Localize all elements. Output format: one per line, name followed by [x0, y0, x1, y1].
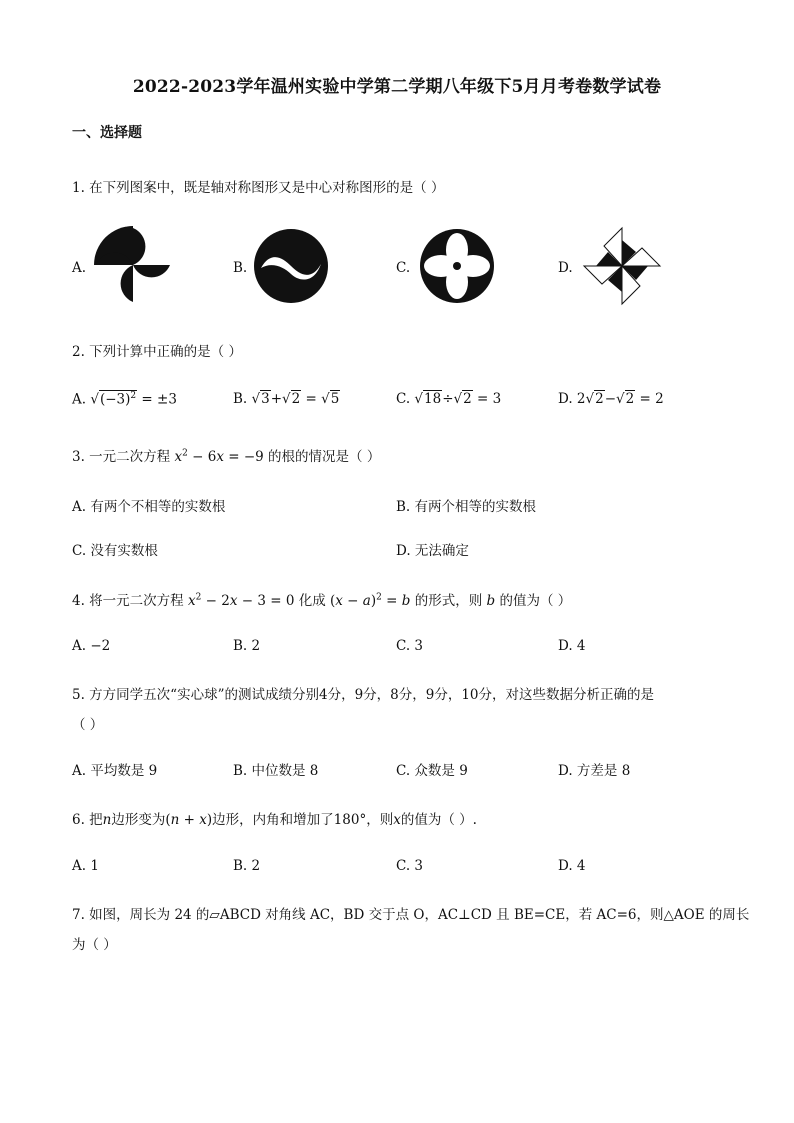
q7-stem-line1: 7. 如图，周长为 24 的▱ABCD 对角线 AC，BD 交于点 O，AC⊥CD 且 BE=CE，若 AC=6，则△AOE 的周长 — [72, 907, 750, 923]
q5-option-c: C. 众数是 9 — [396, 763, 468, 779]
q6-option-b: B. 2 — [233, 858, 261, 874]
triangle-pinwheel-figure — [582, 226, 662, 306]
page-title: 2022-2023学年温州实验中学第二学期八年级下5月月考卷数学试卷 — [132, 77, 662, 97]
q2-label-a: A. — [72, 391, 87, 408]
q3-option-a: A. 有两个不相等的实数根 — [72, 499, 226, 515]
pinwheel-quarter-circles-figure — [94, 226, 172, 304]
q5-stem-line1: 5. 方方同学五次“实心球”的测试成绩分别4分，9分，8分，9分，10分，对这些数据分析正确的是 — [72, 687, 655, 703]
q1-label-a: A. — [72, 260, 87, 276]
q5-option-a: A. 平均数是 9 — [72, 763, 158, 779]
q2-c-result: = 3 — [477, 391, 502, 407]
q5-option-b: B. 中位数是 8 — [233, 763, 319, 779]
q3-stem: 3. 一元二次方程 $x^2 - 6x = -9$ 的根的情况是（ ） — [72, 448, 381, 465]
q6-option-d: D. 4 — [558, 858, 586, 874]
q3-option-c: C. 没有实数根 — [72, 543, 158, 559]
q1-label-d: D. — [558, 260, 573, 276]
q4-stem: 4. 将一元二次方程 $x^2 - 2x - 3 = 0$ 化成 $(x - a)^2 = b$ 的形式，则 b 的值为（ ） — [72, 592, 572, 609]
q4-option-d: D. 4 — [558, 638, 586, 654]
q2-label-d: D. — [558, 391, 573, 407]
q1-stem: 1. 在下列图案中，既是轴对称图形又是中心对称图形的是（ ） — [72, 180, 445, 196]
q3-option-d: D. 无法确定 — [396, 543, 469, 559]
circle-petals-figure — [419, 228, 495, 304]
q4-option-b: B. 2 — [233, 638, 261, 654]
circle-wave-figure — [253, 228, 329, 304]
q2-label-c: C. — [396, 391, 411, 407]
q6-option-c: C. 3 — [396, 858, 424, 874]
q6-stem: 6. 把n边形变为(n + x)边形，内角和增加了180°，则x的值为（ ）. — [72, 812, 477, 828]
q4-option-a: A. −2 — [72, 638, 111, 654]
q2-option-a: A. $√(-3)^2 = \pm 3$ — [72, 391, 177, 408]
q2-option-b: B. √3+√2 = √5 — [233, 391, 340, 407]
q2-d-result: = 2 — [639, 391, 664, 407]
q2-option-c: C. √18÷√2 = 3 — [396, 391, 502, 407]
q4-option-c: C. 3 — [396, 638, 424, 654]
q2-label-b: B. — [233, 391, 248, 407]
q1-label-b: B. — [233, 260, 248, 276]
q7-stem-line2: 为（ ） — [72, 937, 117, 953]
q3-option-b: B. 有两个相等的实数根 — [396, 499, 537, 515]
q6-option-a: A. 1 — [72, 858, 99, 874]
q2-b-eq: = — [305, 391, 322, 407]
q5-stem-line2: （ ） — [72, 717, 104, 733]
q2-a-result: = ±3 — [141, 391, 177, 408]
q1-label-c: C. — [396, 260, 411, 276]
q2-stem: 2. 下列计算中正确的是（ ） — [72, 344, 242, 360]
q5-option-d: D. 方差是 8 — [558, 763, 631, 779]
section-heading: 一、选择题 — [72, 125, 142, 141]
q2-option-d: D. 2√2−√2 = 2 — [558, 391, 664, 407]
